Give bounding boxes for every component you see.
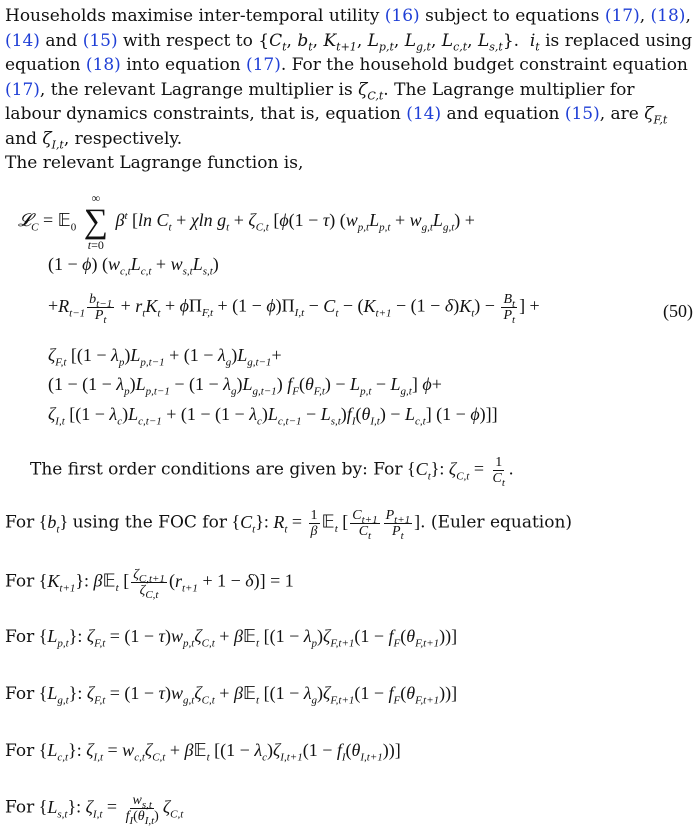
intro-paragraph: Households maximise inter-temporal utility (16) subject to equations (17), (18), (14) and (15) with respect to {$C_t$, $b_t$, $K_{t+1}$, $L_{p,t}$, $L_{g,t}$, $L_{c,t}$, $L_{s,t}$}. $i_t$ is replaced using equation (18) into equation (17). For the household budget constraint equation (17), the relevant Lagrange multiplier is $\zeta_{C,t}$. The Lagrange multiplier for labour dynamics constraints, that is, equation (14) and equation (15), are $\zeta_{F,t}$ and $\zeta_{I,t}$, respectively. The relevant Lagrange function is, [5, 4, 695, 176]
lagrange-intro: The relevant Lagrange function is, [5, 153, 304, 173]
equation-link[interactable]: (18) [85, 55, 121, 75]
equation-line-1: 𝓛$_C$ = 𝔼$_0$ ∞ ∑ t=0 $\beta^t$ [ln $C_t + \chi\ln$ $g_t + \zeta_{C,t}$ [ϕ(1 − τ) $(w_{p,t}L_{p,t} + w_{g,t}L_{g,t})$ + [18, 191, 475, 252]
equation-link[interactable]: (15) [82, 30, 118, 51]
equation-link[interactable]: (14) [5, 30, 40, 51]
equation-number: (50) [663, 301, 693, 321]
foc-consumption: The first order conditions are given by: For $\{C_t\}$: $\zeta_{C,t}$ = $\frac{1}{C_t}$ . [30, 455, 514, 489]
equation-link[interactable]: (17) [245, 55, 281, 75]
foc-labour-c: For $\{L_{c,t}\}$: $\zeta_{I,t} = w_{c,t}\zeta_{C,t}$ + β𝔼$_t$ $[(1 - \lambda_c)\zeta_{I,t+1}(1 - f_I(\theta_{I,t+1}))]$ [5, 740, 401, 764]
equation-line-5: $(1 - (1 - \lambda_p)L_{p,t-1} - (1 - \lambda_g)L_{g,t-1})$ $f_F(\theta_{F,t}) - L_{p,t} - L_{g,t}$] ϕ+ [48, 374, 442, 398]
foc-capital: For $\{K_{t+1}\}$: β𝔼$_t$ [ $\frac{\zeta_{C,t+1}}{\zeta_{C,t}}$ $(r_{t+1} + 1 - \delta)] = 1$ [5, 567, 294, 601]
equation-link[interactable]: (17) [5, 79, 40, 100]
equation-link[interactable]: (17) [604, 6, 640, 26]
equation-line-6: $\zeta_{I,t}$ $[(1 - \lambda_c)L_{c,t-1} + (1 - (1 - \lambda_c)L_{c,t-1} - L_{s,t})f_I(\theta_{I,t}) - L_{c,t}]$ (1 − ϕ)]] [48, 404, 498, 428]
intro-text: Households maximise inter-temporal utility [5, 6, 380, 26]
equation-line-3: $+R_{t-1}$ $\frac{b_{t-1}}{P_t}$ + $r_tK_t + \phi\Pi_{F,t} + (1 - \phi)\Pi_{I,t} - C_t - (K_{t+1} - (1 - \delta)K_t)$ − $\frac{B_t}{P_t}$ ] + [48, 292, 540, 326]
foc-labour-g: For $\{L_{g,t}\}$: $\zeta_{F,t} = (1 - \tau)w_{g,t}\zeta_{C,t}$ + β𝔼$_t$ $[(1 - \lambda_g)\zeta_{F,t+1}(1 - f_F(\theta_{F,t+1}))]$ [5, 683, 458, 707]
foc-bonds: For $\{b_t\}$ using the FOC for $\{C_t\}$: $R_t$ = $\frac{1}{\beta}$ 𝔼$_t$ [ $\frac{C_{t+1}}{C_t}$ $\frac{P_{t+1}}{P_t}$ ]. (Euler equation) [5, 508, 573, 542]
equation-line-4: $\zeta_{F,t}$ [$(1 - \lambda_p)L_{p,t-1} + (1 - \lambda_g)L_{g,t-1}+$ [48, 345, 282, 369]
equation-link[interactable]: (16) [384, 6, 420, 26]
equation-link[interactable]: (15) [564, 104, 600, 124]
foc-labour-p: For $\{L_{p,t}\}$: $\zeta_{F,t} = (1 - \tau)w_{p,t}\zeta_{C,t}$ + β𝔼$_t$ $[(1 - \lambda_p)\zeta_{F,t+1}(1 - f_F(\theta_{F,t+1}))]$ [5, 626, 458, 650]
equation-line-2: (1 − ϕ) $(w_{c,t}L_{c,t} + w_{s,t}L_{s,t})$ [48, 254, 219, 278]
foc-labour-s: For $\{L_{s,t}\}$: $\zeta_{I,t}$ = $\frac{w_{s,t}}{f_I(\theta_{I,t})}$ $\zeta_{C,t}$ [5, 793, 184, 827]
equation-link[interactable]: (14) [406, 104, 442, 124]
equation-link[interactable]: (18) [650, 6, 686, 26]
